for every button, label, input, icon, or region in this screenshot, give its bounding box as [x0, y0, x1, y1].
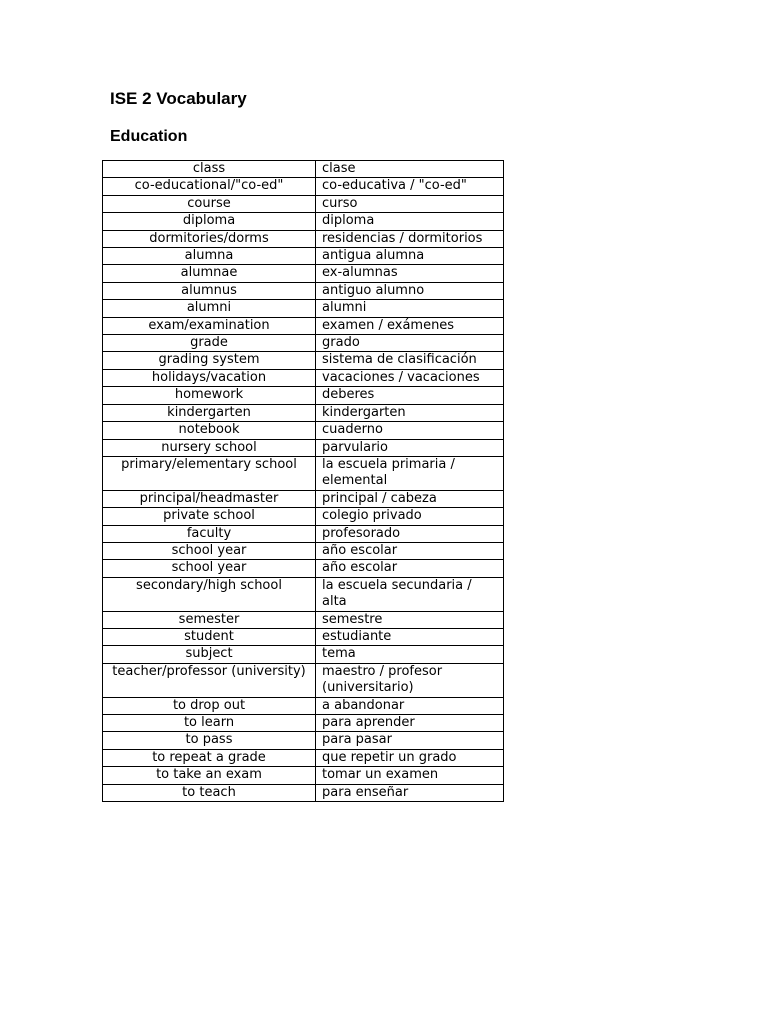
spanish-term: principal / cabeza	[316, 490, 504, 507]
spanish-term: grado	[316, 335, 504, 352]
table-row	[103, 300, 504, 317]
spanish-term: antiguo alumno	[316, 282, 504, 299]
spanish-term: para aprender	[316, 715, 504, 732]
english-term: to teach	[103, 784, 316, 801]
spanish-term: curso	[316, 195, 504, 212]
english-term: semester	[103, 611, 316, 628]
spanish-term: alumni	[316, 300, 504, 317]
table-row	[103, 697, 504, 714]
spanish-term: deberes	[316, 387, 504, 404]
spanish-term: examen / exámenes	[316, 317, 504, 334]
spanish-term: tema	[316, 646, 504, 663]
table-row	[103, 178, 504, 195]
page-title: ISE 2 Vocabulary	[110, 89, 247, 108]
table-row	[103, 749, 504, 766]
table-row	[103, 213, 504, 230]
english-term: school year	[103, 542, 316, 559]
english-term: dormitories/dorms	[103, 230, 316, 247]
spanish-term: la escuela secundaria / alta	[316, 577, 504, 611]
table-row	[103, 335, 504, 352]
spanish-term: estudiante	[316, 628, 504, 645]
english-term: alumnus	[103, 282, 316, 299]
spanish-term: la escuela primaria / elemental	[316, 456, 504, 490]
vocabulary-table	[102, 160, 504, 802]
english-term: alumni	[103, 300, 316, 317]
english-term: co-educational/"co-ed"	[103, 178, 316, 195]
vocabulary-table-body	[103, 161, 504, 802]
spanish-term: ex-alumnas	[316, 265, 504, 282]
english-term: faculty	[103, 525, 316, 542]
spanish-term: semestre	[316, 611, 504, 628]
english-term: grading system	[103, 352, 316, 369]
english-term: to repeat a grade	[103, 749, 316, 766]
english-term: course	[103, 195, 316, 212]
spanish-term: parvulario	[316, 439, 504, 456]
spanish-term: año escolar	[316, 542, 504, 559]
table-row	[103, 195, 504, 212]
spanish-term: vacaciones / vacaciones	[316, 369, 504, 386]
spanish-term: residencias / dormitorios	[316, 230, 504, 247]
english-term: subject	[103, 646, 316, 663]
table-row	[103, 317, 504, 334]
table-row	[103, 525, 504, 542]
table-row	[103, 387, 504, 404]
english-term: kindergarten	[103, 404, 316, 421]
table-row	[103, 663, 504, 697]
table-row	[103, 784, 504, 801]
english-term: to take an exam	[103, 767, 316, 784]
spanish-term: colegio privado	[316, 508, 504, 525]
table-row	[103, 248, 504, 265]
english-term: grade	[103, 335, 316, 352]
spanish-term: diploma	[316, 213, 504, 230]
table-row	[103, 282, 504, 299]
english-term: teacher/professor (university)	[103, 663, 316, 697]
table-row	[103, 161, 504, 178]
english-term: secondary/high school	[103, 577, 316, 611]
english-term: homework	[103, 387, 316, 404]
english-term: to learn	[103, 715, 316, 732]
table-row	[103, 646, 504, 663]
table-row	[103, 230, 504, 247]
english-term: to pass	[103, 732, 316, 749]
spanish-term: co-educativa / "co-ed"	[316, 178, 504, 195]
english-term: school year	[103, 560, 316, 577]
table-row	[103, 560, 504, 577]
spanish-term: que repetir un grado	[316, 749, 504, 766]
english-term: to drop out	[103, 697, 316, 714]
spanish-term: antigua alumna	[316, 248, 504, 265]
spanish-term: clase	[316, 161, 504, 178]
spanish-term: tomar un examen	[316, 767, 504, 784]
table-row	[103, 369, 504, 386]
english-term: student	[103, 628, 316, 645]
table-row	[103, 542, 504, 559]
table-row	[103, 577, 504, 611]
table-row	[103, 628, 504, 645]
spanish-term: a abandonar	[316, 697, 504, 714]
table-row	[103, 439, 504, 456]
table-row	[103, 715, 504, 732]
table-row	[103, 611, 504, 628]
english-term: principal/headmaster	[103, 490, 316, 507]
english-term: notebook	[103, 422, 316, 439]
spanish-term: año escolar	[316, 560, 504, 577]
english-term: primary/elementary school	[103, 456, 316, 490]
table-row	[103, 422, 504, 439]
spanish-term: para pasar	[316, 732, 504, 749]
table-row	[103, 732, 504, 749]
spanish-term: cuaderno	[316, 422, 504, 439]
english-term: alumnae	[103, 265, 316, 282]
spanish-term: kindergarten	[316, 404, 504, 421]
english-term: holidays/vacation	[103, 369, 316, 386]
spanish-term: profesorado	[316, 525, 504, 542]
table-row	[103, 352, 504, 369]
spanish-term: maestro / profesor (universitario)	[316, 663, 504, 697]
english-term: exam/examination	[103, 317, 316, 334]
table-row	[103, 508, 504, 525]
spanish-term: para enseñar	[316, 784, 504, 801]
english-term: private school	[103, 508, 316, 525]
table-row	[103, 767, 504, 784]
table-row	[103, 456, 504, 490]
section-title: Education	[110, 128, 188, 145]
english-term: class	[103, 161, 316, 178]
table-row	[103, 404, 504, 421]
english-term: alumna	[103, 248, 316, 265]
table-row	[103, 490, 504, 507]
spanish-term: sistema de clasificación	[316, 352, 504, 369]
english-term: nursery school	[103, 439, 316, 456]
table-row	[103, 265, 504, 282]
english-term: diploma	[103, 213, 316, 230]
